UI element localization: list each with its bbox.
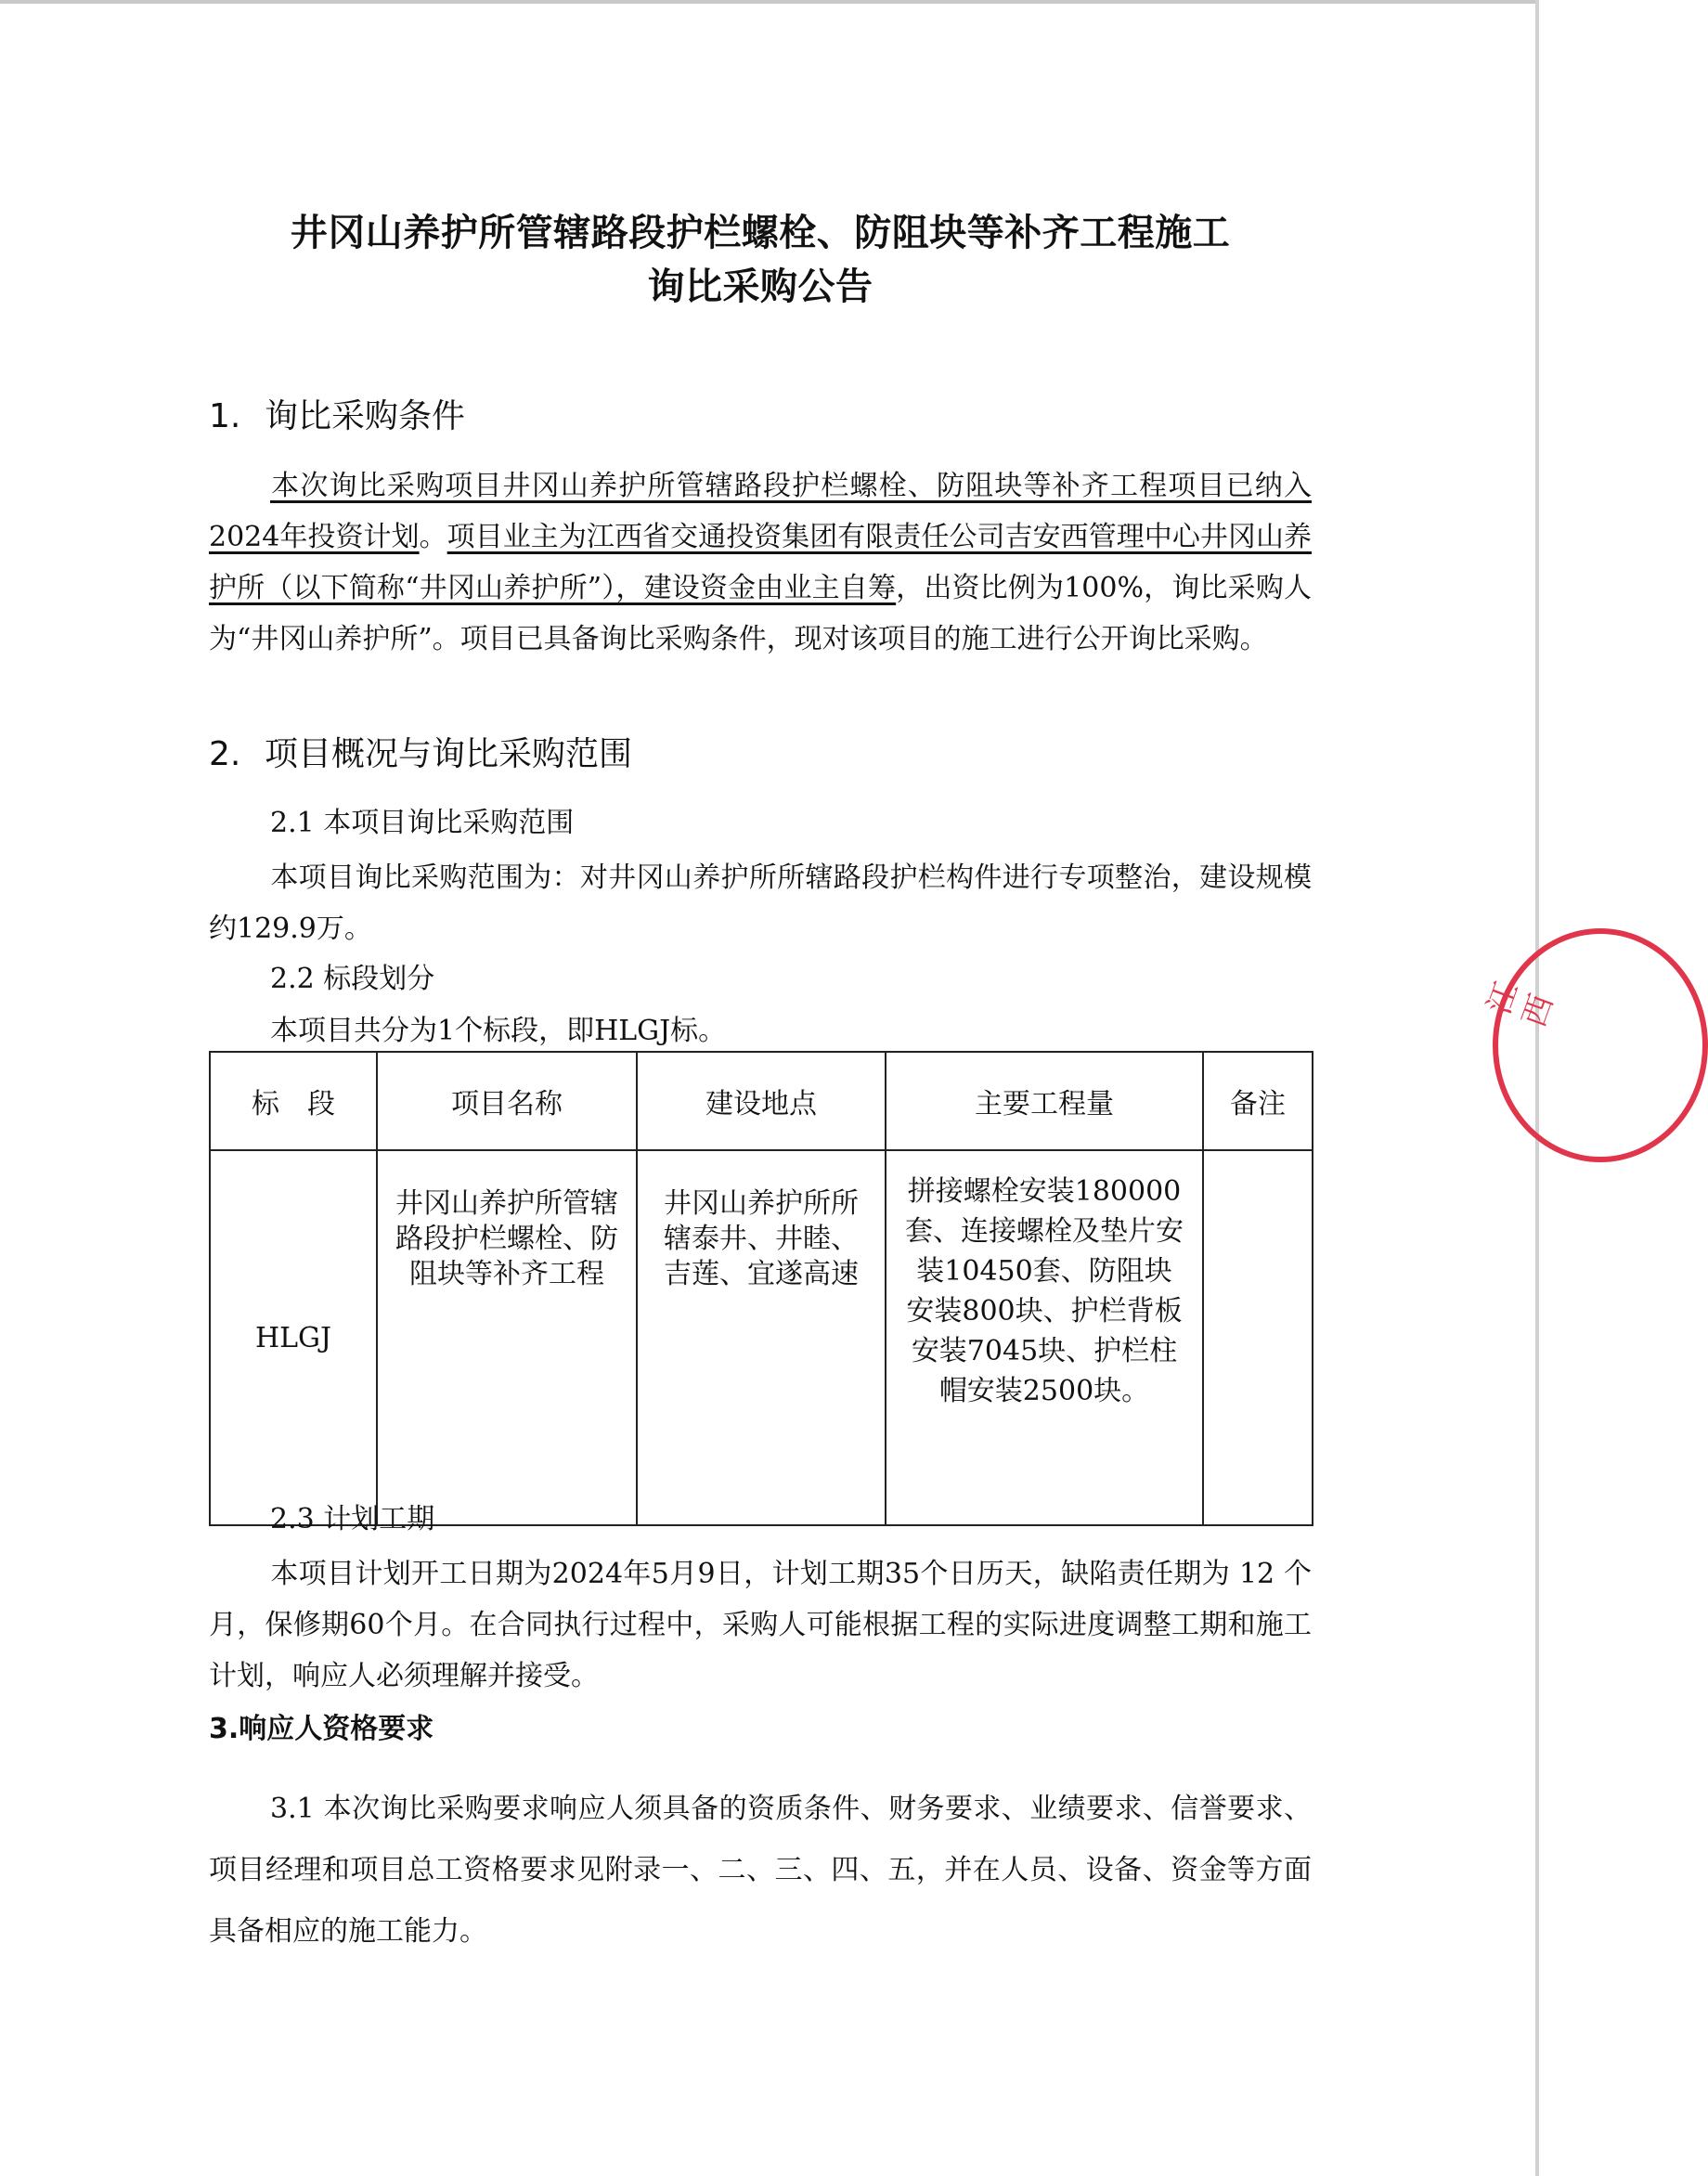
section-1-number: 1.	[209, 397, 241, 435]
red-seal-stamp	[1493, 928, 1708, 1162]
cell-location: 井冈山养护所所辖泰井、井睦、吉莲、宜遂高速	[637, 1150, 886, 1525]
section-1-title: 询比采购条件	[265, 397, 466, 435]
header-lot: 标 段	[210, 1052, 377, 1150]
cell-project-name: 井冈山养护所管辖路段护栏螺栓、防阻块等补齐工程	[377, 1150, 637, 1525]
document-title	[209, 206, 1312, 314]
section-2-title: 项目概况与询比采购范围	[265, 735, 633, 773]
section-1-text-b: ，出资比例为100%，询比采购人为“井冈山养护所”。项目已具备询比采购条件，现对该项目的施工进行公开询比采购。	[209, 572, 1312, 655]
section-2-number: 2.	[209, 735, 241, 773]
subsection-2-1-text: 本项目询比采购范围为：对井冈山养护所所辖路段护栏构件进行专项整治，建设规模约129.9万。	[209, 861, 1312, 945]
subsection-2-2-text: 本项目共分为1个标段，即HLGJ标。	[270, 1015, 727, 1047]
section-1-text-a: 。	[419, 521, 447, 553]
subsection-2-2-title: 2.2 标段划分	[270, 963, 435, 995]
section-3-heading: 3.响应人资格要求	[209, 1713, 434, 1745]
underlined-owner-clause: 项目业主为江西省交通投资集团有限责任公司吉安西管理中心井冈山养护所（以下简称“井冈山养护所”），建设资金由业主自筹	[209, 521, 1313, 604]
title-line-1: 井冈山养护所管辖路段护栏螺栓、防阻块等补齐工程施工	[290, 212, 1231, 254]
subsection-2-3-title: 2.3 计划工期	[270, 1503, 435, 1535]
scan-edge-top	[0, 0, 1539, 4]
underlined-project-clause: 本次询比采购项目井冈山养护所管辖路段护栏螺栓、防阻块等补齐工程项目已纳入2024年投资计划	[209, 470, 1312, 553]
header-remark: 备注	[1203, 1052, 1313, 1150]
lot-table	[209, 1051, 1313, 1526]
subsection-2-1-title: 2.1 本项目询比采购范围	[270, 807, 575, 839]
cell-lot: HLGJ	[210, 1150, 377, 1525]
seal-text: 江西	[1480, 977, 1561, 1032]
cell-quantity: 拼接螺栓安装180000套、连接螺栓及垫片安装10450套、防阻块安装800块、护栏背板安装7045块、护栏柱帽安装2500块。	[886, 1150, 1203, 1525]
header-quantity: 主要工程量	[886, 1052, 1203, 1150]
header-location: 建设地点	[637, 1052, 886, 1150]
section-2-heading	[209, 732, 632, 778]
subsection-3-1-text: 3.1 本次询比采购要求响应人须具备的资质条件、财务要求、业绩要求、信誉要求、项目经理和项目总工资格要求见附录一、二、三、四、五，并在人员、设备、资金等方面具备相应的施工能力。	[209, 1793, 1312, 1948]
title-line-2: 询比采购公告	[647, 266, 873, 308]
cell-remark	[1203, 1150, 1313, 1525]
section-1-heading	[209, 394, 465, 440]
header-project-name: 项目名称	[377, 1052, 637, 1150]
section-1-paragraph	[209, 460, 1312, 665]
table-row	[210, 1150, 1313, 1525]
lot-table-header-row	[210, 1052, 1313, 1150]
subsection-2-3-text: 本项目计划开工日期为2024年5月9日，计划工期35个日历天，缺陷责任期为 12 个月，保修期60个月。在合同执行过程中，采购人可能根据工程的实际进度调整工期和施工计划，响应人必须理解并接受。	[209, 1558, 1312, 1692]
